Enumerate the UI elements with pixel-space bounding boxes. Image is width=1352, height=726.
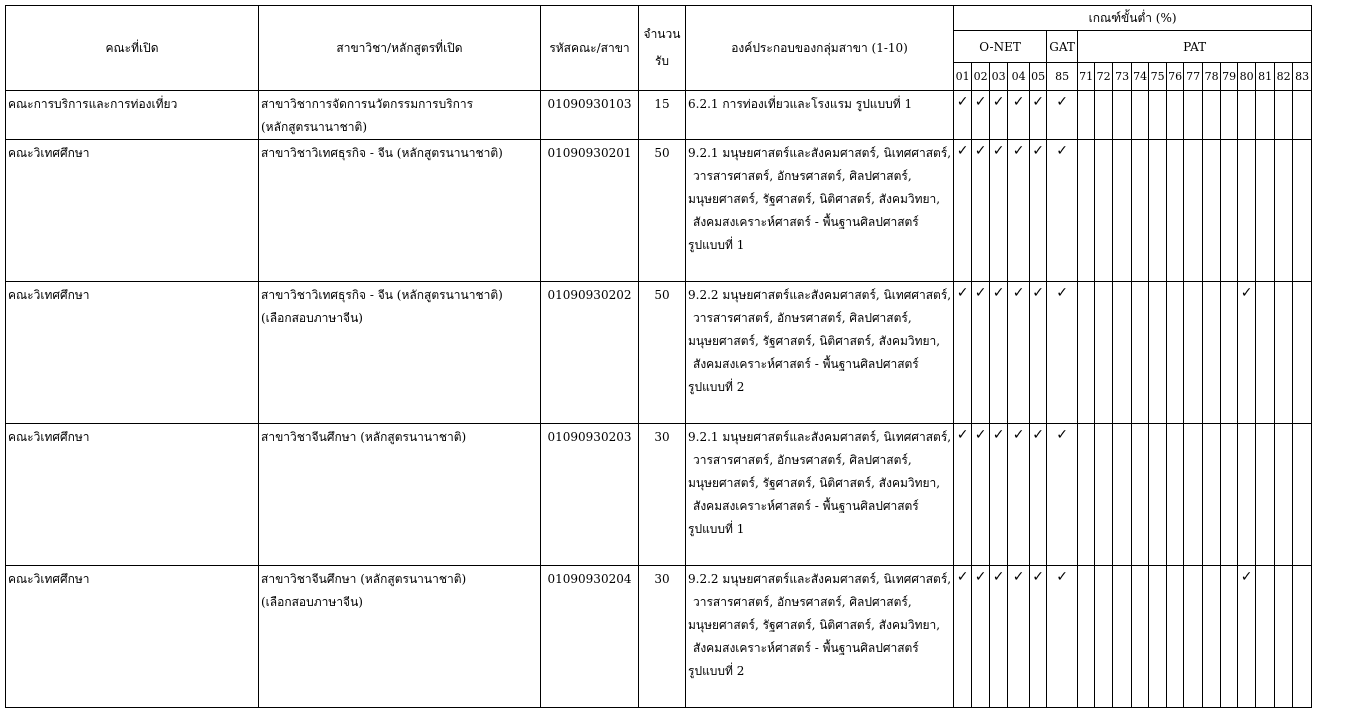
check-mark-cell: ✓ [1047, 282, 1078, 424]
component-line: 9.2.2 มนุษยศาสตร์และสังคมศาสตร์, นิเทศศาสตร์, [688, 288, 952, 302]
component-line: วารสารศาสตร์, อักษรศาสตร์, ศิลปศาสตร์, [693, 311, 912, 325]
component-line: สังคมสงเคราะห์ศาสตร์ - พื้นฐานศิลปศาสตร์ [693, 215, 919, 229]
component-cell [686, 282, 954, 424]
program-line: (เลือกสอบภาษาจีน) [261, 311, 363, 325]
subcol-header: 73 [1113, 63, 1132, 91]
empty-criteria-cell [1167, 140, 1184, 282]
empty-criteria-cell [1184, 424, 1203, 566]
check-mark-cell: ✓ [1008, 140, 1030, 282]
program-line: (เลือกสอบภาษาจีน) [261, 595, 363, 609]
check-mark-cell: ✓ [1238, 282, 1256, 424]
empty-criteria-cell [1095, 424, 1113, 566]
check-mark-cell: ✓ [954, 424, 972, 566]
empty-criteria-cell [1203, 91, 1221, 140]
table-row [6, 282, 1312, 424]
subcol-header: 80 [1238, 63, 1256, 91]
empty-criteria-cell [1184, 282, 1203, 424]
empty-criteria-cell [1293, 282, 1312, 424]
check-mark-cell: ✓ [1238, 566, 1256, 708]
header-seats-line2: รับ [654, 54, 670, 68]
check-mark-cell: ✓ [1008, 566, 1030, 708]
subcol-header: 85 [1047, 63, 1078, 91]
seats-cell: 50 [639, 140, 686, 282]
empty-criteria-cell [1256, 566, 1275, 708]
empty-criteria-cell [1078, 566, 1095, 708]
faculty-cell: คณะวิเทศศึกษา [6, 282, 259, 424]
component-line: วารสารศาสตร์, อักษรศาสตร์, ศิลปศาสตร์, [693, 453, 912, 467]
header-criteria: เกณฑ์ขั้นต่ำ (%) [954, 6, 1312, 31]
header-faculty: คณะที่เปิด [6, 6, 259, 91]
header-program: สาขาวิชา/หลักสูตรที่เปิด [259, 6, 541, 91]
check-mark-cell: ✓ [954, 282, 972, 424]
check-mark-cell: ✓ [972, 282, 990, 424]
empty-criteria-cell [1221, 91, 1238, 140]
empty-criteria-cell [1167, 282, 1184, 424]
check-mark-cell: ✓ [1030, 424, 1047, 566]
empty-criteria-cell [1221, 140, 1238, 282]
component-line: รูปแบบที่ 2 [688, 380, 745, 394]
empty-criteria-cell [1238, 91, 1256, 140]
empty-criteria-cell [1221, 566, 1238, 708]
check-mark-cell: ✓ [972, 566, 990, 708]
empty-criteria-cell [1275, 91, 1293, 140]
subcol-header: 04 [1008, 63, 1030, 91]
check-mark-cell: ✓ [990, 424, 1008, 566]
subcol-header: 79 [1221, 63, 1238, 91]
program-line: สาขาวิชาวิเทศธุรกิจ - จีน (หลักสูตรนานาชาติ) [261, 288, 503, 302]
check-mark-cell: ✓ [990, 140, 1008, 282]
program-line: สาขาวิชาจีนศึกษา (หลักสูตรนานาชาติ) [261, 572, 467, 586]
empty-criteria-cell [1095, 566, 1113, 708]
check-mark-cell: ✓ [972, 140, 990, 282]
empty-criteria-cell [1132, 566, 1149, 708]
empty-criteria-cell [1113, 91, 1132, 140]
seats-cell: 30 [639, 566, 686, 708]
empty-criteria-cell [1149, 282, 1167, 424]
header-onet: O-NET [954, 31, 1047, 63]
subcol-header: 71 [1078, 63, 1095, 91]
check-mark-cell: ✓ [1030, 140, 1047, 282]
code-cell: 01090930103 [541, 91, 639, 140]
empty-criteria-cell [1149, 91, 1167, 140]
program-line: สาขาวิชาวิเทศธุรกิจ - จีน (หลักสูตรนานาชาติ) [261, 146, 503, 160]
empty-criteria-cell [1132, 424, 1149, 566]
component-line: รูปแบบที่ 2 [688, 664, 745, 678]
empty-criteria-cell [1078, 424, 1095, 566]
empty-criteria-cell [1167, 424, 1184, 566]
subcol-header: 78 [1203, 63, 1221, 91]
header-gat: GAT [1047, 31, 1078, 63]
program-line: (หลักสูตรนานาชาติ) [261, 120, 368, 134]
table-row [6, 566, 1312, 708]
program-line: สาขาวิชาจีนศึกษา (หลักสูตรนานาชาติ) [261, 430, 467, 444]
empty-criteria-cell [1078, 91, 1095, 140]
subcol-header: 77 [1184, 63, 1203, 91]
table-row [6, 91, 1312, 140]
check-mark-cell: ✓ [1008, 424, 1030, 566]
empty-criteria-cell [1167, 566, 1184, 708]
table-row [6, 140, 1312, 282]
empty-criteria-cell [1095, 282, 1113, 424]
component-line: มนุษยศาสตร์, รัฐศาสตร์, นิติศาสตร์, สังคมวิทยา, [688, 192, 941, 206]
program-line: สาขาวิชาการจัดการนวัตกรรมการบริการ [261, 97, 474, 111]
empty-criteria-cell [1132, 282, 1149, 424]
empty-criteria-cell [1293, 424, 1312, 566]
empty-criteria-cell [1132, 140, 1149, 282]
empty-criteria-cell [1113, 282, 1132, 424]
header-seats [639, 6, 686, 91]
component-line: 9.2.1 มนุษยศาสตร์และสังคมศาสตร์, นิเทศศาสตร์, [688, 146, 952, 160]
empty-criteria-cell [1293, 91, 1312, 140]
empty-criteria-cell [1113, 140, 1132, 282]
check-mark-cell: ✓ [972, 91, 990, 140]
subcol-header: 76 [1167, 63, 1184, 91]
component-line: 9.2.2 มนุษยศาสตร์และสังคมศาสตร์, นิเทศศาสตร์, [688, 572, 952, 586]
check-mark-cell: ✓ [990, 91, 1008, 140]
component-line: รูปแบบที่ 1 [688, 238, 745, 252]
empty-criteria-cell [1149, 140, 1167, 282]
empty-criteria-cell [1095, 91, 1113, 140]
empty-criteria-cell [1275, 424, 1293, 566]
admission-criteria-table [5, 5, 1312, 708]
empty-criteria-cell [1256, 424, 1275, 566]
empty-criteria-cell [1149, 424, 1167, 566]
code-cell: 01090930204 [541, 566, 639, 708]
table-body [6, 91, 1312, 708]
empty-criteria-cell [1203, 282, 1221, 424]
empty-criteria-cell [1275, 140, 1293, 282]
header-pat: PAT [1078, 31, 1312, 63]
empty-criteria-cell [1256, 140, 1275, 282]
program-cell [259, 566, 541, 708]
table-row [6, 424, 1312, 566]
faculty-cell: คณะวิเทศศึกษา [6, 140, 259, 282]
subcol-header: 05 [1030, 63, 1047, 91]
empty-criteria-cell [1221, 424, 1238, 566]
check-mark-cell: ✓ [1030, 566, 1047, 708]
component-line: รูปแบบที่ 1 [688, 522, 745, 536]
empty-criteria-cell [1078, 282, 1095, 424]
seats-cell: 30 [639, 424, 686, 566]
empty-criteria-cell [1078, 140, 1095, 282]
seats-cell: 50 [639, 282, 686, 424]
check-mark-cell: ✓ [954, 140, 972, 282]
component-line: วารสารศาสตร์, อักษรศาสตร์, ศิลปศาสตร์, [693, 595, 912, 609]
subcol-header: 74 [1132, 63, 1149, 91]
check-mark-cell: ✓ [1047, 140, 1078, 282]
table-header [6, 6, 1312, 91]
empty-criteria-cell [1238, 424, 1256, 566]
check-mark-cell: ✓ [1030, 282, 1047, 424]
empty-criteria-cell [1113, 424, 1132, 566]
empty-criteria-cell [1256, 282, 1275, 424]
component-line: 6.2.1 การท่องเที่ยวและโรงแรม รูปแบบที่ 1 [688, 97, 913, 111]
subcol-header: 81 [1256, 63, 1275, 91]
seats-cell: 15 [639, 91, 686, 140]
check-mark-cell: ✓ [972, 424, 990, 566]
empty-criteria-cell [1256, 91, 1275, 140]
header-code: รหัสคณะ/สาขา [541, 6, 639, 91]
code-cell: 01090930202 [541, 282, 639, 424]
empty-criteria-cell [1203, 140, 1221, 282]
component-line: สังคมสงเคราะห์ศาสตร์ - พื้นฐานศิลปศาสตร์ [693, 641, 919, 655]
code-cell: 01090930201 [541, 140, 639, 282]
check-mark-cell: ✓ [1008, 91, 1030, 140]
subcol-header: 82 [1275, 63, 1293, 91]
program-cell [259, 140, 541, 282]
check-mark-cell: ✓ [954, 566, 972, 708]
empty-criteria-cell [1184, 566, 1203, 708]
empty-criteria-cell [1095, 140, 1113, 282]
program-cell [259, 282, 541, 424]
check-mark-cell: ✓ [1047, 566, 1078, 708]
check-mark-cell: ✓ [1047, 91, 1078, 140]
empty-criteria-cell [1275, 566, 1293, 708]
check-mark-cell: ✓ [1047, 424, 1078, 566]
check-mark-cell: ✓ [990, 282, 1008, 424]
empty-criteria-cell [1203, 566, 1221, 708]
empty-criteria-cell [1203, 424, 1221, 566]
subcol-header: 02 [972, 63, 990, 91]
component-line: สังคมสงเคราะห์ศาสตร์ - พื้นฐานศิลปศาสตร์ [693, 357, 919, 371]
empty-criteria-cell [1293, 566, 1312, 708]
empty-criteria-cell [1221, 282, 1238, 424]
subcol-header: 72 [1095, 63, 1113, 91]
check-mark-cell: ✓ [1008, 282, 1030, 424]
empty-criteria-cell [1238, 140, 1256, 282]
component-cell [686, 424, 954, 566]
program-cell [259, 91, 541, 140]
component-cell [686, 140, 954, 282]
subcol-header: 01 [954, 63, 972, 91]
empty-criteria-cell [1184, 140, 1203, 282]
empty-criteria-cell [1184, 91, 1203, 140]
component-line: มนุษยศาสตร์, รัฐศาสตร์, นิติศาสตร์, สังคมวิทยา, [688, 334, 941, 348]
faculty-cell: คณะการบริการและการท่องเที่ยว [6, 91, 259, 140]
header-seats-line1: จำนวน [643, 27, 681, 41]
empty-criteria-cell [1167, 91, 1184, 140]
subcol-header: 03 [990, 63, 1008, 91]
component-line: 9.2.1 มนุษยศาสตร์และสังคมศาสตร์, นิเทศศาสตร์, [688, 430, 952, 444]
subcol-header: 75 [1149, 63, 1167, 91]
check-mark-cell: ✓ [954, 91, 972, 140]
code-cell: 01090930203 [541, 424, 639, 566]
faculty-cell: คณะวิเทศศึกษา [6, 424, 259, 566]
check-mark-cell: ✓ [1030, 91, 1047, 140]
faculty-cell: คณะวิเทศศึกษา [6, 566, 259, 708]
header-component: องค์ประกอบของกลุ่มสาขา (1-10) [686, 6, 954, 91]
empty-criteria-cell [1275, 282, 1293, 424]
empty-criteria-cell [1149, 566, 1167, 708]
empty-criteria-cell [1293, 140, 1312, 282]
component-line: มนุษยศาสตร์, รัฐศาสตร์, นิติศาสตร์, สังคมวิทยา, [688, 476, 941, 490]
empty-criteria-cell [1113, 566, 1132, 708]
component-cell [686, 91, 954, 140]
check-mark-cell: ✓ [990, 566, 1008, 708]
component-line: สังคมสงเคราะห์ศาสตร์ - พื้นฐานศิลปศาสตร์ [693, 499, 919, 513]
program-cell [259, 424, 541, 566]
subcol-header: 83 [1293, 63, 1312, 91]
component-line: มนุษยศาสตร์, รัฐศาสตร์, นิติศาสตร์, สังคมวิทยา, [688, 618, 941, 632]
component-line: วารสารศาสตร์, อักษรศาสตร์, ศิลปศาสตร์, [693, 169, 912, 183]
empty-criteria-cell [1132, 91, 1149, 140]
component-cell [686, 566, 954, 708]
